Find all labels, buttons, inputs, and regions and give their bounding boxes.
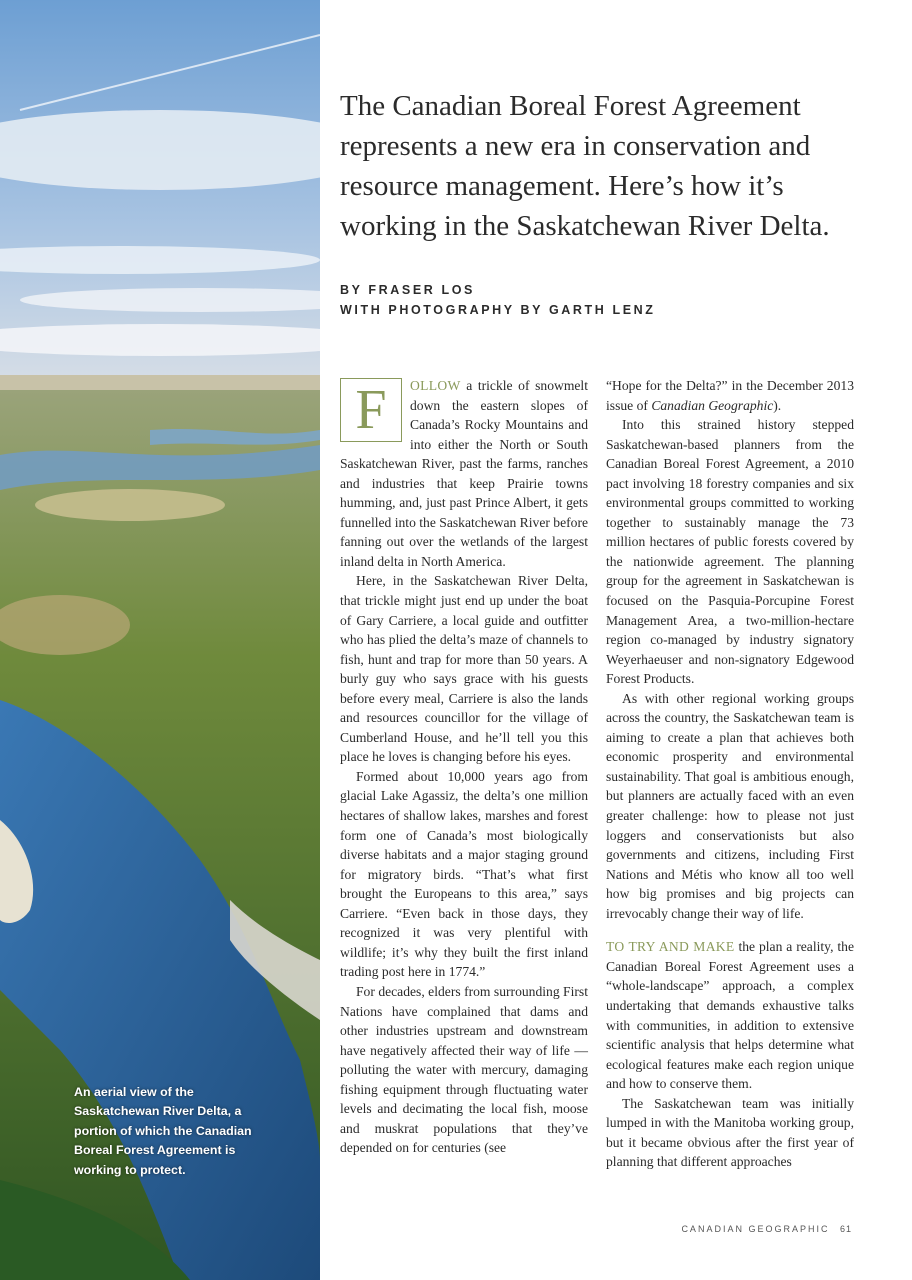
paragraph-4: For decades, elders from surrounding First Nations have complained that dams and other industries upstream and downstream have negatively affected their way of life — polluting the water with mercury, damaging fishing equipment through fluctuating water levels and decimating the local fish, moose and muskrat populations that they’ve depended on for centuries (see <box>340 983 588 1156</box>
page-footer <box>681 1224 852 1234</box>
article-column-right <box>606 376 854 1172</box>
article-deck: The Canadian Boreal Forest Agreement represents a new era in conservation and resource management. Here’s how it’s working in the Saskatchewan River Delta. <box>340 90 830 242</box>
paragraph-5: Into this strained history stepped Saskatchewan-based planners from the Canadian Boreal Forest Agreement, a 2010 pact involving 18 forestry companies and six environmental groups committed to working together to sustainably manage the 73 million hectares of public forests covered by the nationwide agreement. The planning group for the agreement in Saskatchewan is focused on the Pasquia-Porcupine Forest Management Area, a two-million-hectare region co-managed by industry signatory Weyerhaeuser and non-signatory Edgewood Forest Products. <box>606 417 854 687</box>
aerial-delta-photo <box>0 0 320 1280</box>
paragraph-6: As with other regional working groups across the country, the Saskatchewan team is aiming to create a plan that achieves both economic prosperity and environmental sustainability. That goal is ambitious enough, but planners are actually faced with an even greater challenge: how to please not just loggers and conservationists but also governments and citizens, including First Nations and Métis who know all too well how big promises and big projects can irrevocably change their way of life. <box>606 690 854 921</box>
lead-in-2: TO TRY AND MAKE <box>606 939 735 955</box>
author-credit: BY FRASER LOS <box>340 283 475 297</box>
drop-cap: F <box>340 378 402 442</box>
paragraph-1 <box>340 376 588 571</box>
paragraph-2: Here, in the Saskatchewan River Delta, that trickle might just end up under the boat of Gary Carriere, a local guide and outfitter who has plied the delta’s maze of channels to fish, hunt and trap for more than 50 years. A burly guy who says grace with his guests before every meal, Carriere is also the lands and resources councillor for the village of Cumberland House, and he’ll tell you this place he loves is changing before his eyes. <box>340 573 588 765</box>
lead-in-1: OLLOW <box>410 378 461 393</box>
byline <box>340 280 880 320</box>
photo-caption: An aerial view of the Saskatchewan River Delta, a portion of which the Canadian Boreal Forest Agreement is working to protect. <box>74 1085 252 1177</box>
paragraph-1-text: a trickle of snowmelt down the eastern slopes of Canada’s Rocky Mountains and into either the North or South Saskatchewan River, past the farms, ranches and industries that keep Prairie towns humming, and, just past Prince Albert, it gets funnelled into the Saskatchewan River before fanning out over the wetlands of the largest inland delta in North America. <box>340 378 588 569</box>
publication-name: CANADIAN GEOGRAPHIC <box>681 1224 830 1234</box>
article-column-left <box>340 376 588 1158</box>
publication-reference: Canadian Geographic <box>651 397 774 413</box>
paragraph-3: Formed about 10,000 years ago from glacial Lake Agassiz, the delta’s one million hectares of shallow lakes, marshes and forest form one of Canada’s most biologically diverse habitats and a major staging ground for migratory birds. “That’s what first brought the Europeans to this area,” says Carriere. “Even back in those days, they recognized it was very plentiful with wildlife; it’s why they built the first inland trading post here in 1774.” <box>340 768 588 980</box>
paragraph-8: The Saskatchewan team was initially lumped in with the Manitoba working group, but it became obvious after the first year of planning that different approaches <box>606 1095 854 1170</box>
paragraph-4-continued-text: “Hope for the Delta?” in the December 2013 issue of <box>606 378 854 413</box>
paragraph-7 <box>606 937 854 1093</box>
paragraph-7-text: the plan a reality, the Canadian Boreal Forest Agreement uses a “whole-landscape” approach, a complex undertaking that demands exhaustive talks with communities, in addition to extensive scientific analysis that helps determine what ecological features make each region unique and how to conserve them. <box>606 939 854 1092</box>
section-break <box>606 923 854 937</box>
paragraph-4-continued-end: ). <box>773 397 782 413</box>
photographer-credit: WITH PHOTOGRAPHY BY GARTH LENZ <box>340 303 656 317</box>
page-number: 61 <box>839 1224 852 1234</box>
paragraph-4-continued <box>606 376 854 415</box>
